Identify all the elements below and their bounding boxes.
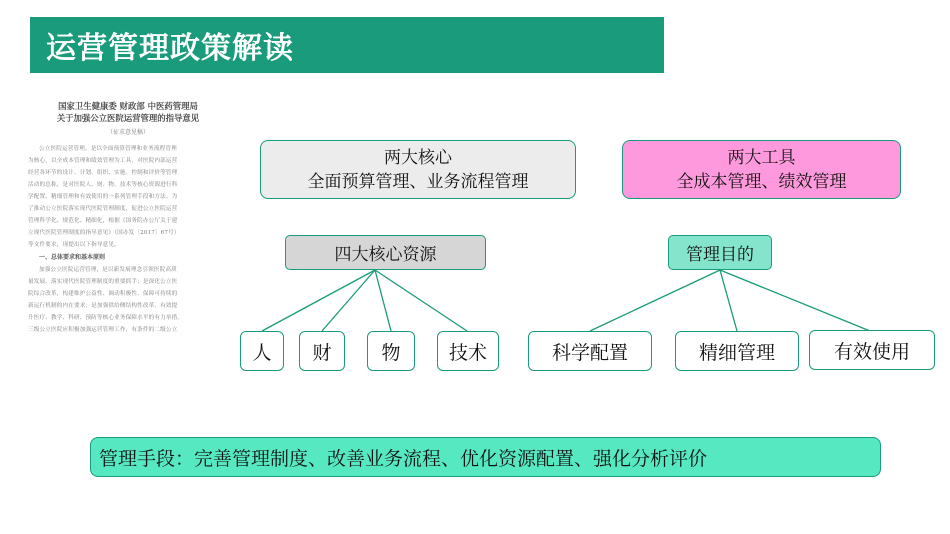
resource-item-ren	[240, 331, 284, 371]
document-line: 经营各环节的设计、计划、组织、实施、控制和评价等管理	[28, 170, 178, 176]
document-heading-line1: 国家卫生健康委 财政部 中医药管理局	[58, 101, 198, 111]
two-core-box	[260, 140, 576, 199]
management-means-box	[90, 437, 881, 477]
connector-purpose-kexue	[590, 270, 720, 331]
document-line: 学配置、精细管理和有效使用的一系列管理手段和方法。为	[28, 194, 178, 200]
document-line: 新运行机制的内在要求；是加强供给侧结构性改革，有效提	[28, 303, 178, 309]
document-line: 加强公立医院运营管理，是以新发展理念引领医院高质	[39, 267, 177, 273]
management-means-text: 管理手段：完善管理制度、改善业务流程、优化资源配置、强化分析评价	[99, 447, 708, 470]
resource-item-wu	[367, 331, 415, 371]
resource-item-label: 财	[312, 341, 332, 364]
two-core-title: 两大核心	[384, 147, 452, 168]
slide-title: 运营管理政策解读	[46, 31, 294, 66]
two-tools-content: 全成本管理、绩效管理	[676, 171, 847, 192]
purpose-item-youxiao-shiyong	[809, 330, 935, 370]
document-line: 等文件要求，现提出以下指导意见。	[28, 242, 120, 248]
management-purpose-box	[668, 235, 772, 270]
two-tools-box	[622, 140, 901, 199]
management-purpose-label: 管理目的	[686, 245, 754, 265]
resource-item-label: 物	[381, 341, 401, 364]
document-line: 院综合改革，构建维护公益性、调动积极性、保障可持续的	[28, 291, 178, 297]
document-line: 管理科学化、规范化、精细化，根据《国务院办公厅关于建	[28, 218, 178, 224]
document-line: 活动的总称，是对医院人、财、物、技术等核心资源进行科	[28, 182, 178, 188]
purpose-item-label: 科学配置	[551, 341, 628, 364]
document-line: 为核心，以全成本管理和绩效管理为工具，对医院内部运营	[28, 158, 178, 164]
document-heading-line2: 关于加强公立医院运营管理的指导意见	[56, 113, 200, 123]
connector-resources-ren	[262, 270, 375, 331]
four-core-resources-box	[285, 235, 486, 270]
document-line: 公立医院运营管理，是以全面预算管理和业务流程管理	[39, 146, 177, 152]
resource-item-label: 人	[252, 341, 272, 364]
connector-resources-cai	[322, 270, 375, 331]
connector-purpose-jingxi	[720, 270, 737, 331]
connector-purpose-youxiao	[720, 270, 870, 331]
document-line: 升医疗、教学、科研、预防等核心业务保障水平的有力举措。	[28, 315, 184, 321]
four-core-resources-label: 四大核心资源	[334, 245, 437, 265]
purpose-item-kexue-peizhi	[528, 331, 652, 371]
resource-item-jishu	[437, 331, 499, 371]
document-line: 量发展、落实现代医院管理制度的重要抓手；是深化公立医	[28, 279, 178, 285]
document-subheading: （征求意见稿）	[106, 129, 149, 136]
purpose-item-label: 有效使用	[833, 340, 910, 363]
two-core-content: 全面预算管理、业务流程管理	[307, 171, 529, 192]
two-tools-title: 两大工具	[727, 147, 796, 168]
purpose-item-label: 精细管理	[698, 341, 775, 364]
resource-item-cai	[299, 331, 345, 371]
document-line: 立现代医院管理制度的指导意见》（国办发〔2017〕67号）	[28, 230, 180, 236]
document-section-heading: 一、总体要求和基本原则	[39, 254, 106, 261]
purpose-item-jingxi-guanli	[675, 331, 799, 371]
resource-item-label: 技术	[448, 341, 487, 364]
document-line: 了推动公立医院落实现代医院管理制度，促进公立医院运营	[28, 206, 178, 212]
document-line: 三级公立医院应积极加强运营管理工作，有条件的二级公立	[28, 327, 178, 333]
